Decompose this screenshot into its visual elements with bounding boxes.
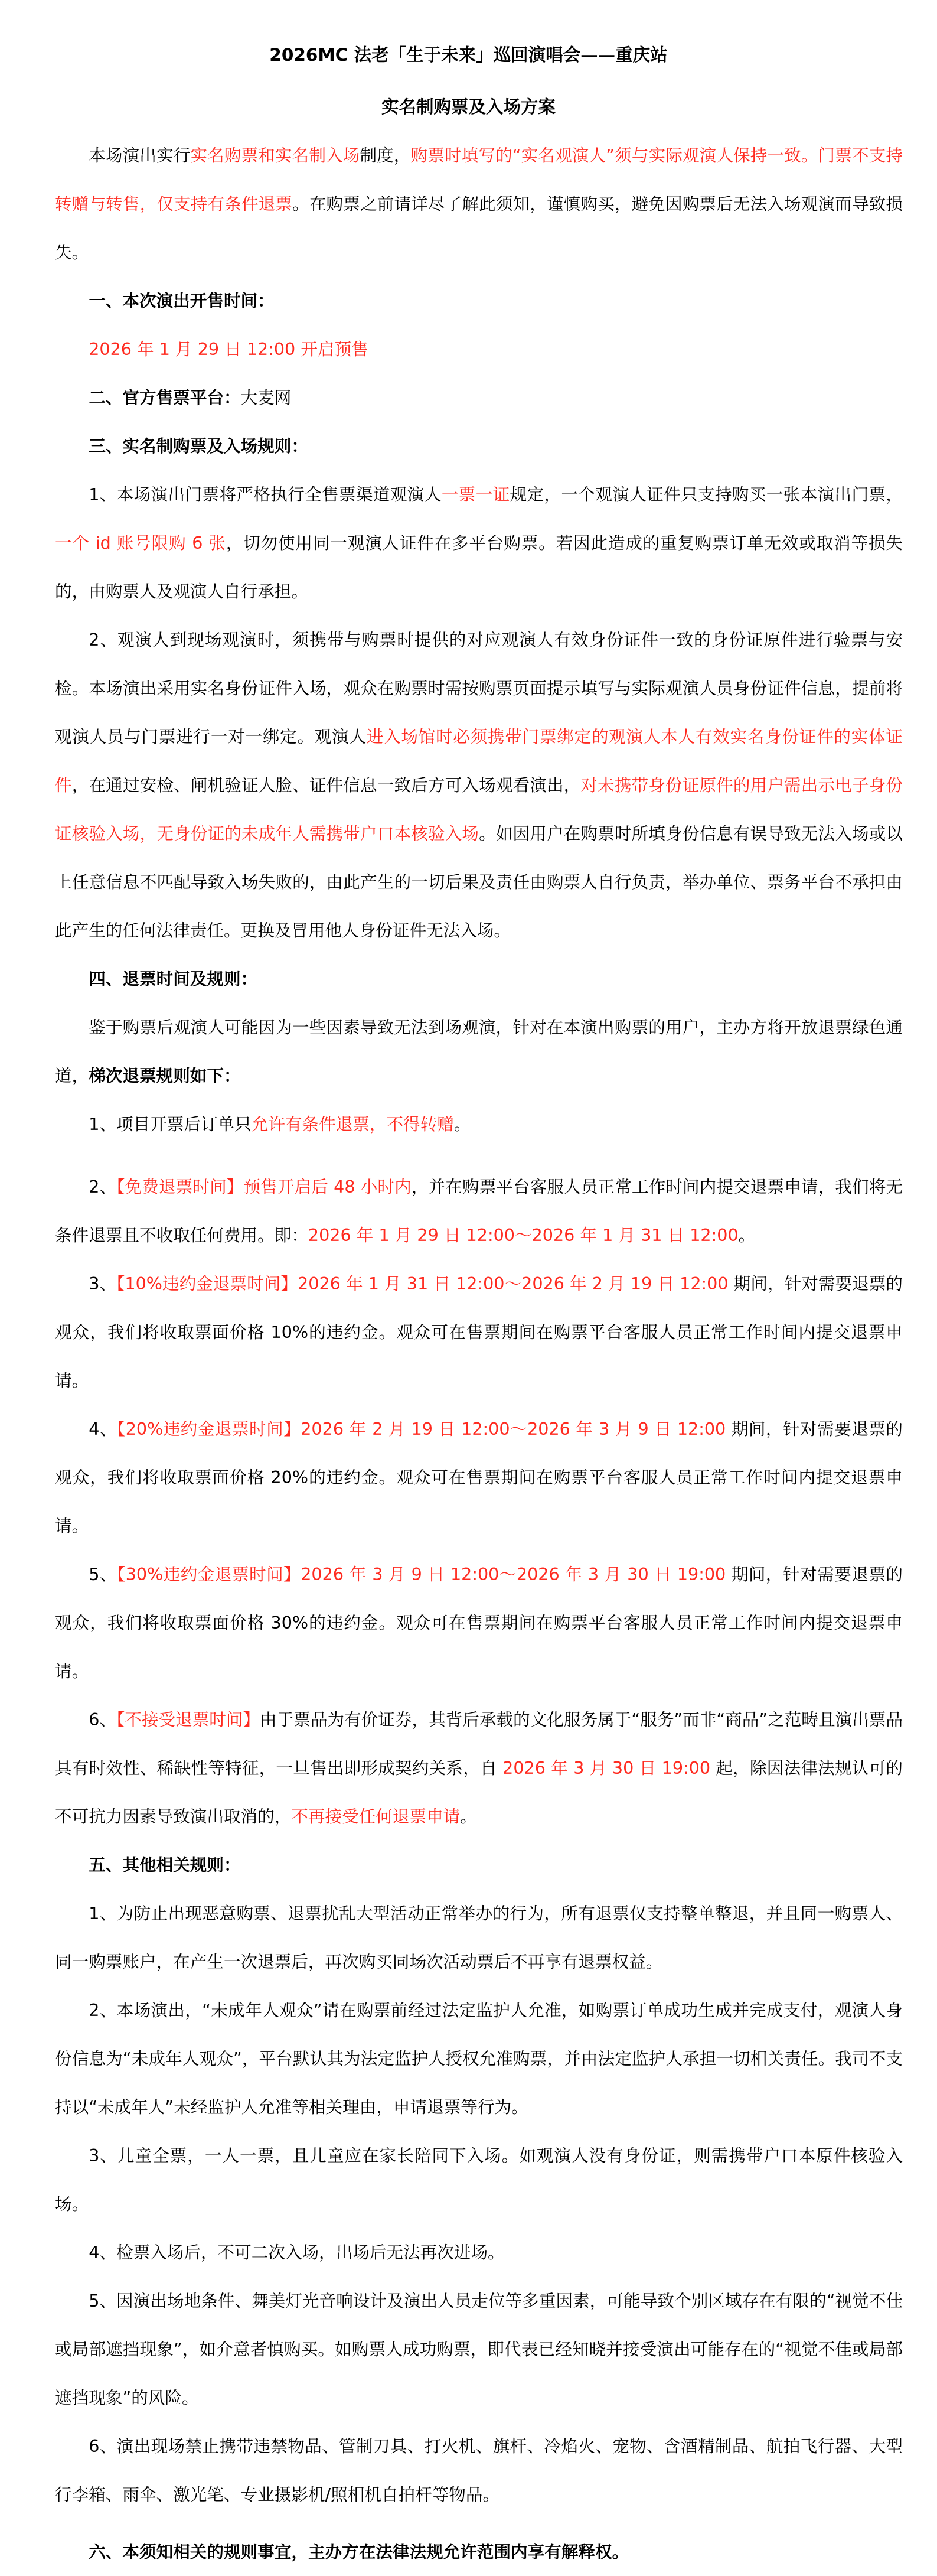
rule-highlight: 一票一证 [441, 484, 510, 504]
section-platform [55, 373, 903, 422]
rule-text: 2、 [89, 1177, 117, 1197]
refund-rule-5 [55, 1550, 903, 1695]
rule-text: ，并在购票平台客服人员正常工作时间内提交退票申请，我们将无条件退票且不收取任何费用。即： [55, 1177, 903, 1245]
intro-paragraph [55, 131, 903, 276]
rule-text: 5、 [89, 1564, 117, 1584]
rule-text: 期间，针对需要退票的观众，我们将收取票面价格 10%的违约金。观众可在售票期间在购票平台客服人员正常工作时间内提交退票申请。 [55, 1274, 903, 1390]
section-real-name-heading: 三、实名制购票及入场规则： [89, 436, 308, 456]
rule-text: 3、 [89, 1274, 117, 1294]
rule-highlight: 【10%违约金退票时间】2026 年 1 月 31 日 12:00～2026 年 2 月 19 日 12:00 [116, 1274, 729, 1294]
other-rule-3: 3、儿童全票，一人一票，且儿童应在家长陪同下入场。如观演人没有身份证，则需携带户口本原件核验入场。 [55, 2145, 903, 2214]
rule-text: 1、本场演出门票将严格执行全售票渠道观演人 [89, 484, 442, 504]
refund-rule-6 [55, 1695, 903, 1841]
refund-rule-4 [55, 1405, 903, 1550]
intro-text: 。在购票之前请详尽了解此须知，谨慎购买，避免因购票后无法入场观演而导致损失。 [55, 194, 903, 262]
rule-highlight: 允许有条件退票，不得转赠 [251, 1114, 454, 1134]
sale-time: 2026 年 1 月 29 日 12:00 开启预售 [89, 339, 368, 359]
other-rule-1: 1、为防止出现恶意购票、退票扰乱大型活动正常举办的行为，所有退票仅支持整单整退，并且同一购票人、同一购票账户，在产生一次退票后，再次购买同场次活动票后不再享有退票权益。 [55, 1903, 903, 1972]
document-subtitle: 实名制购票及入场方案 [381, 97, 556, 117]
rule-text: 。 [460, 1806, 477, 1826]
rule-text: 期间，针对需要退票的观众，我们将收取票面价格 20%的违约金。观众可在售票期间在购票平台客服人员正常工作时间内提交退票申请。 [55, 1419, 903, 1536]
document-title: 2026MC 法老「生于未来」巡回演唱会——重庆站 [269, 45, 668, 65]
rule-highlight: 进入场馆时必须携带门票绑定的观演人本人有效实名身份证件的实体证件 [55, 727, 903, 795]
other-rule-6: 6、演出现场禁止携带违禁物品、管制刀具、打火机、旗杆、冷焰火、宠物、含酒精制品、航拍飞行器、大型行李箱、雨伞、激光笔、专业摄影机/照相机自拍杆等物品。 [55, 2436, 903, 2505]
refund-rule-3 [55, 1259, 903, 1405]
closing-statement: 六、本须知相关的规则事宜，主办方在法律法规允许范围内享有解释权。 [89, 2542, 629, 2562]
rule-text: 期间，针对需要退票的观众，我们将收取票面价格 30%的违约金。观众可在售票期间在购票平台客服人员正常工作时间内提交退票申请。 [55, 1564, 903, 1681]
rule-text: 2、观演人到现场观演时，须携带与购票时提供的对应观演人有效身份证件一致的身份证原件进行验票与安检。本场演出采用实名身份证件入场，观众在购票时需按购票页面提示填写与实际观演人员身份证件信息，提前将观演人员与门票进行一对一绑定。观演人 [55, 630, 903, 747]
section-other-heading: 五、其他相关规则： [89, 1855, 241, 1875]
other-rule-4: 4、检票入场后，不可二次入场，出场后无法再次进场。 [89, 2242, 505, 2262]
section-refund-heading: 四、退票时间及规则： [89, 969, 258, 989]
rule-text: 6、 [89, 1709, 116, 1730]
rule-text: 1、项目开票后订单只 [89, 1114, 252, 1134]
rule-text: 。如因用户在购票时所填身份信息有误导致无法入场或以上任意信息不匹配导致入场失败的，由此产生的一切后果及责任由购票人自行负责，举办单位、票务平台不承担由此产生的任何法律责任。更换及冒用他人身份证件无法入场。 [55, 823, 903, 940]
refund-intro-emphasis: 梯次退票规则如下： [89, 1066, 241, 1086]
rule-text: ，切勿使用同一观演人证件在多平台购票。若因此造成的重复购票订单无效或取消等损失的，由购票人及观演人自行承担。 [55, 533, 903, 601]
rule-text: 。 [453, 1114, 471, 1134]
refund-intro-text: 鉴于购票后观演人可能因为一些因素导致无法到场观演，针对在本演出购票的用户，主办方将开放退票绿色通道， [55, 1017, 903, 1086]
rule-highlight: 不再接受任何退票申请 [291, 1806, 461, 1826]
real-name-rule-2 [55, 615, 903, 955]
rule-text: 4、 [89, 1419, 117, 1439]
rule-highlight: 【不接受退票时间】 [116, 1709, 260, 1730]
rule-text: 起，除因法律法规认可的不可抗力因素导致演出取消的， [55, 1758, 903, 1826]
section-sale-heading: 一、本次演出开售时间： [89, 291, 275, 311]
rule-highlight: 【免费退票时间】预售开启后 48 小时内 [116, 1177, 412, 1197]
rule-highlight: 对未携带身份证原件的用户需出示电子身份证核验入场，无身份证的未成年人需携带户口本核验入场 [55, 775, 903, 844]
refund-rule-2 [55, 1162, 903, 1259]
section-platform-heading: 二、官方售票平台： [89, 387, 241, 408]
platform-name: 大麦网 [240, 387, 292, 408]
document-page [55, 31, 903, 2576]
intro-highlight: 购票时填写的“实名观演人”须与实际观演人保持一致。门票不支持转赠与转售，仅支持有条件退票 [55, 145, 903, 214]
refund-rule-1 [55, 1100, 903, 1148]
rule-text: 由于票品为有价证券，其背后承载的文化服务属于“服务”而非“商品”之范畴且演出票品具有时效性、稀缺性等特征，一旦售出即形成契约关系，自 [55, 1709, 903, 1778]
real-name-rule-1 [55, 470, 903, 615]
rule-text: 。 [738, 1225, 756, 1245]
intro-highlight: 实名购票和实名制入场 [190, 145, 360, 165]
rule-text: ，在通过安检、闸机验证人脸、证件信息一致后方可入场观看演出， [71, 775, 581, 795]
rule-highlight: 2026 年 3 月 30 日 19:00 [502, 1758, 711, 1778]
other-rule-5: 5、因演出场地条件、舞美灯光音响设计及演出人员走位等多重因素，可能导致个别区域存在有限的“视觉不佳或局部遮挡现象”，如介意者慎购买。如购票人成功购票，即代表已经知晓并接受演出可能存在的“视觉不佳或局部遮挡现象”的风险。 [55, 2291, 903, 2408]
rule-text: 规定，一个观演人证件只支持购买一张本演出门票， [510, 484, 903, 504]
rule-highlight: 一个 id 账号限购 6 张 [55, 533, 226, 553]
rule-highlight: 2026 年 1 月 29 日 12:00～2026 年 1 月 31 日 12:00 [308, 1225, 739, 1245]
intro-text: 本场演出实行 [89, 145, 191, 165]
intro-text: 制度， [360, 145, 411, 165]
other-rule-2: 2、本场演出，“未成年人观众”请在购票前经过法定监护人允准，如购票订单成功生成并完成支付，观演人身份信息为“未成年人观众”，平台默认其为法定监护人授权允准购票，并由法定监护人承担一切相关责任。我司不支持以“未成年人”未经监护人允准等相关理由，申请退票等行为。 [55, 2000, 903, 2117]
rule-highlight: 【20%违约金退票时间】2026 年 2 月 19 日 12:00～2026 年 3 月 9 日 12:00 [116, 1419, 726, 1439]
refund-intro [55, 1003, 903, 1100]
rule-highlight: 【30%违约金退票时间】2026 年 3 月 9 日 12:00～2026 年 3 月 30 日 19:00 [116, 1564, 726, 1584]
